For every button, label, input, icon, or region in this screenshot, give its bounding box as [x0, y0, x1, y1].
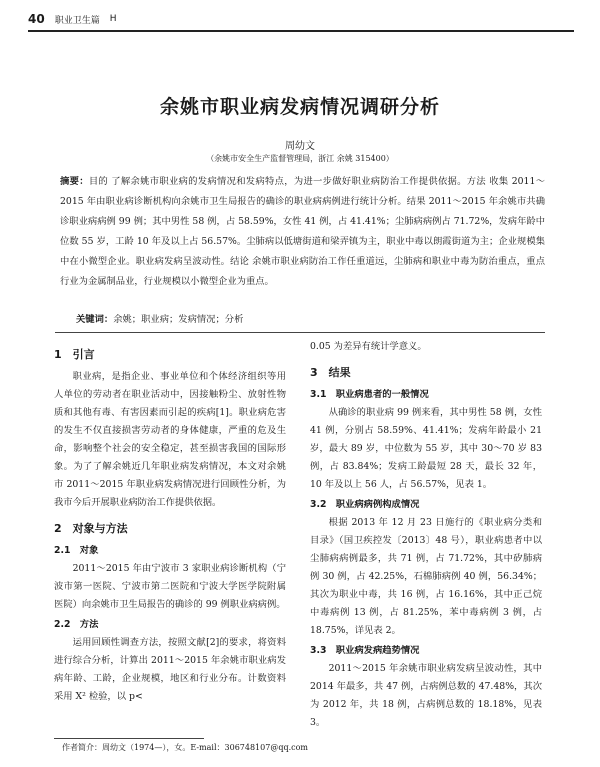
keywords-label: 关键词：: [76, 314, 114, 325]
header-mark: H: [109, 14, 117, 24]
subsection-heading: 3.1 职业病患者的一般情况: [310, 389, 429, 400]
section-heading: 1 引言: [54, 348, 95, 361]
subsection-heading: 2.1 对象: [54, 545, 99, 556]
keywords-text: 余姚；职业病；发病情况；分析: [113, 314, 244, 325]
author-name: 周幼文: [285, 141, 315, 152]
journal-name: 职业卫生篇: [54, 15, 100, 26]
abstract-label: 摘要：: [60, 176, 89, 187]
subsection-heading: 2.2 方法: [54, 619, 99, 630]
paragraph: 0.05 为差异有统计学意义。: [310, 341, 427, 352]
author-footnote: 作者简介：周幼文（1974—），女。E-mail：306748107@qq.com: [62, 743, 308, 752]
right-column: [310, 338, 542, 732]
abstract: [60, 172, 545, 292]
abstract-text: 目的 了解余姚市职业病的发病情况和发病特点，为进一步做好职业病防治工作提供依据。方法 收集 2011～2015 年由职业病诊断机构向余姚市卫生局报告的确诊的职业病病例进行统计分析。结果 2011～2015 年余姚市共确诊职业病病例 99 例；其中男性 58 例，占 58.59%，女性 41 例，占 41.41%；尘肺病病例占 71.72%，发病年龄中位数 55 岁，工龄 10 年及以上占 56.57%。尘肺病以低塘街道和梁弄镇为主，职业中毒以朗霞街道为主；企业规模集中在小微型企业。职业病发病呈波动性。结论 余姚市职业病防治工作任重道远，尘肺病和职业中毒为防治重点，重点行业为金属制品业，行业规模以小微型企业为重点。: [60, 176, 545, 287]
paragraph: 运用回顾性调查方法，按照文献[2]的要求，将资料进行综合分析，计算出 2011～2015 年余姚市职业病发病年龄、工龄，企业规模，地区和行业分布。计数资料采用 X² 检验，以 p<: [54, 637, 286, 702]
subsection-heading: 3.2 职业病病例构成情况: [310, 499, 420, 510]
abstract-divider: [55, 332, 545, 333]
page-number: 40: [28, 12, 45, 26]
running-header: [28, 8, 574, 32]
subsection-heading: 3.3 职业病发病趋势情况: [310, 645, 420, 656]
keywords: [76, 311, 536, 325]
paragraph: 从确诊的职业病 99 例来看，其中男性 58 例，女性 41 例，分别占 58.59%、41.41%；发病年龄最小 21 岁，最大 89 岁，中位数为 55 岁，其中 30～70 岁 83 例，占 83.84%；发病工龄最短 28 天，最长 32 年，10 年及以上 56 人，占 56.57%，见表 1。: [310, 407, 542, 490]
paragraph: 2011～2015 年余姚市职业病发病呈波动性，其中 2014 年最多，共 47 例，占病例总数的 47.48%，其次为 2012 年，共 18 例，占病例总数的 18.18%，见表 3。: [310, 663, 542, 728]
section-heading: 3 结果: [310, 366, 351, 379]
section-heading: 2 对象与方法: [54, 522, 128, 535]
paragraph: 根据 2013 年 12 月 23 日施行的《职业病分类和目录》（国卫疾控发〔2013〕48 号），职业病患者中以尘肺病病例最多，共 71 例，占 71.72%，其中矽肺病例 30 例，占 42.25%，石棉肺病例 40 例，56.34%；其次为职业中毒，共 16 例，占 16.16%，其中正己烷中毒病例 13 例，占 81.25%，苯中毒病例 3 例，占 18.75%，详见表 2。: [310, 517, 542, 636]
footnote-divider: [54, 738, 204, 739]
paragraph: 2011～2015 年由宁波市 3 家职业病诊断机构（宁波市第一医院、宁波市第二医院和宁波大学医学院附属医院）向余姚市卫生局报告的确诊的 99 例职业病病例。: [54, 563, 286, 610]
left-column: [54, 338, 286, 706]
paragraph: 职业病，是指企业、事业单位和个体经济组织等用人单位的劳动者在职业活动中，因接触粉尘、放射性物质和其他有毒、有害因素而引起的疾病[1]。职业病危害的发生不仅直接损害劳动者的身体健康，严重的危及生命，影响整个社会的安全稳定，甚至损害我国的国际形象。为了了解余姚近几年职业病发病情况，本文对余姚市 2011～2015 年职业病发病情况进行回顾性分析，为我市今后开展职业病防治工作提供依据。: [54, 371, 286, 508]
article-title: 余姚市职业病发病情况调研分析: [159, 96, 440, 118]
author-affiliation: （余姚市安全生产监督管理局，浙江 余姚 315400）: [206, 154, 394, 163]
